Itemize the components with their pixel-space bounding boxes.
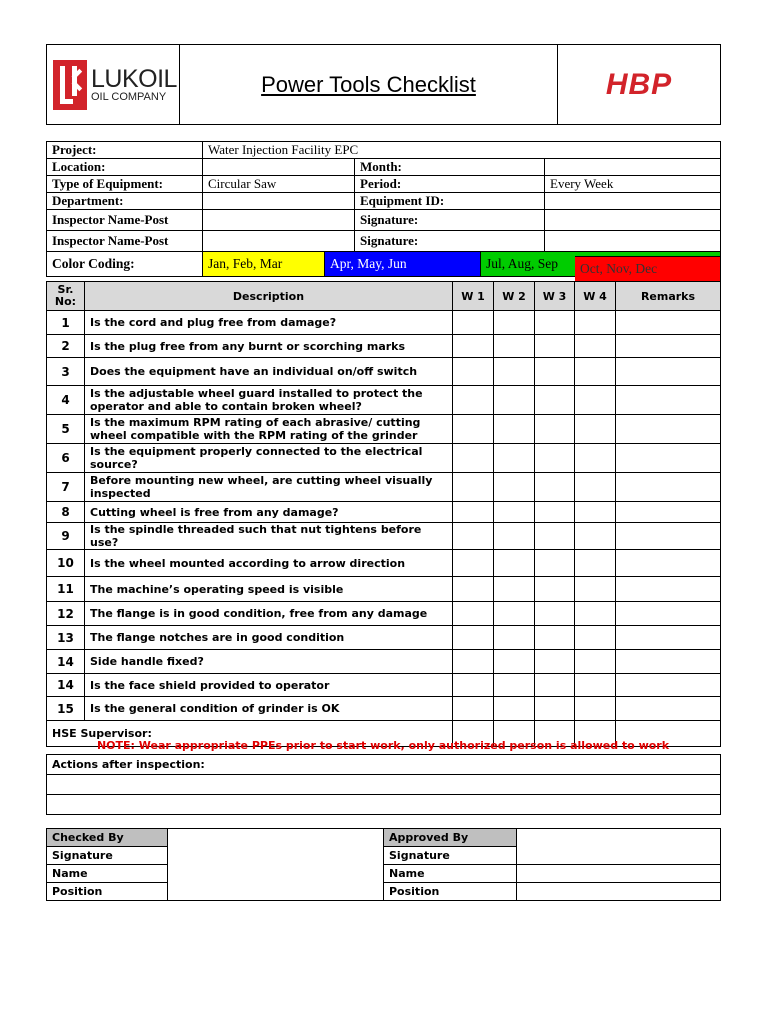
item-number: 14 <box>47 674 85 697</box>
week-4-cell[interactable] <box>575 358 616 386</box>
page-title: Power Tools Checklist <box>180 45 558 125</box>
week-4-cell[interactable] <box>575 444 616 473</box>
checklist-table <box>46 281 721 747</box>
actions-line-2[interactable] <box>47 795 721 815</box>
item-description: The machine’s operating speed is visible <box>85 577 453 602</box>
color-code-q1: Jan, Feb, Mar <box>203 252 325 277</box>
week-1-cell[interactable] <box>453 602 494 626</box>
week-4-cell[interactable] <box>575 335 616 358</box>
inspector-name-label-2: Inspector Name-Post <box>47 231 203 252</box>
week-1-cell[interactable] <box>453 502 494 523</box>
approved-name-label: Name <box>384 865 517 883</box>
item-number: 7 <box>47 473 85 502</box>
week-3-cell[interactable] <box>535 386 575 415</box>
week-1-cell[interactable] <box>453 523 494 550</box>
week-1-cell[interactable] <box>453 650 494 674</box>
checklist-row <box>47 473 721 502</box>
project-label: Project: <box>47 142 203 159</box>
remarks-cell[interactable] <box>616 386 721 415</box>
remarks-cell[interactable] <box>616 311 721 335</box>
equipment-type-label: Type of Equipment: <box>47 176 203 193</box>
color-code-q3: Jul, Aug, Sep <box>481 252 721 277</box>
week-2-cell[interactable] <box>494 444 535 473</box>
week-2-cell[interactable] <box>494 415 535 444</box>
item-number: 5 <box>47 415 85 444</box>
week-4-cell[interactable] <box>575 550 616 577</box>
week-2-cell[interactable] <box>494 577 535 602</box>
week-1-cell[interactable] <box>453 335 494 358</box>
week-1-cell[interactable] <box>453 473 494 502</box>
week-4-header: W 4 <box>575 282 616 311</box>
signature-label-2: Signature: <box>355 231 545 252</box>
week-3-cell[interactable] <box>535 473 575 502</box>
signature-label: Signature: <box>355 210 545 231</box>
item-number: 4 <box>47 386 85 415</box>
item-number: 6 <box>47 444 85 473</box>
period-label: Period: <box>355 176 545 193</box>
week-1-cell[interactable] <box>453 444 494 473</box>
hse-supervisor-label: HSE Supervisor: <box>47 721 453 747</box>
remarks-cell[interactable] <box>616 626 721 650</box>
week-4-cell[interactable] <box>575 311 616 335</box>
week-2-cell[interactable] <box>494 311 535 335</box>
item-description: Is the equipment properly connected to the electrical source? <box>85 444 453 473</box>
approved-signature-entry[interactable] <box>517 829 721 865</box>
equipment-id-value[interactable] <box>545 193 721 210</box>
color-code-q2: Apr, May, Jun <box>325 252 481 277</box>
week-1-cell[interactable] <box>453 697 494 721</box>
week-3-cell[interactable] <box>535 626 575 650</box>
inspector-name-label: Inspector Name-Post <box>47 210 203 231</box>
remarks-cell[interactable] <box>616 358 721 386</box>
week-1-cell[interactable] <box>453 415 494 444</box>
checklist-row <box>47 697 721 721</box>
checklist-row <box>47 602 721 626</box>
checklist-row <box>47 577 721 602</box>
item-description: Is the cord and plug free from damage? <box>85 311 453 335</box>
week-4-cell[interactable] <box>575 650 616 674</box>
inspector-name-value[interactable] <box>203 210 355 231</box>
week-1-cell[interactable] <box>453 674 494 697</box>
week-1-cell[interactable] <box>453 550 494 577</box>
week-2-cell[interactable] <box>494 523 535 550</box>
week-2-cell[interactable] <box>494 550 535 577</box>
week-1-cell[interactable] <box>453 577 494 602</box>
week-2-cell[interactable] <box>494 674 535 697</box>
hbp-logo: HBP <box>558 45 721 125</box>
item-description: Is the plug free from any burnt or scorching marks <box>85 335 453 358</box>
item-number: 10 <box>47 550 85 577</box>
checked-name-label: Name <box>47 865 168 883</box>
week-4-cell[interactable] <box>575 473 616 502</box>
logo-name: LUKOIL <box>91 64 177 93</box>
week-3-cell[interactable] <box>535 444 575 473</box>
week-4-cell[interactable] <box>575 697 616 721</box>
remarks-cell[interactable] <box>616 415 721 444</box>
ppe-note: NOTE: Wear appropriate PPEs prior to start work, only authorized person is allowed to work <box>96 739 670 752</box>
week-2-cell[interactable] <box>494 697 535 721</box>
approved-name-entry[interactable] <box>517 865 721 883</box>
item-number: 14 <box>47 650 85 674</box>
actions-label: Actions after inspection: <box>47 755 721 775</box>
remarks-cell[interactable] <box>616 523 721 550</box>
lukoil-logo <box>47 60 179 110</box>
period-value[interactable]: Every Week <box>545 176 721 193</box>
location-value[interactable] <box>203 159 355 176</box>
remarks-cell[interactable] <box>616 444 721 473</box>
item-description: Side handle fixed? <box>85 650 453 674</box>
week-3-cell[interactable] <box>535 358 575 386</box>
week-4-cell[interactable] <box>575 577 616 602</box>
approved-by-header: Approved By <box>384 829 517 847</box>
remarks-cell[interactable] <box>616 335 721 358</box>
week-3-cell[interactable] <box>535 577 575 602</box>
week-4-cell[interactable] <box>575 674 616 697</box>
week-2-header: W 2 <box>494 282 535 311</box>
checked-by-header: Checked By <box>47 829 168 847</box>
item-description: Is the wheel mounted according to arrow direction <box>85 550 453 577</box>
week-3-cell[interactable] <box>535 335 575 358</box>
week-4-cell[interactable] <box>575 415 616 444</box>
item-number: 2 <box>47 335 85 358</box>
checklist-row <box>47 502 721 523</box>
week-2-cell[interactable] <box>494 335 535 358</box>
week-3-cell[interactable] <box>535 674 575 697</box>
checklist-row <box>47 523 721 550</box>
checked-by-entry[interactable] <box>168 829 384 901</box>
remarks-cell[interactable] <box>616 502 721 523</box>
week-3-cell[interactable] <box>535 602 575 626</box>
checked-signature-label: Signature <box>47 847 168 865</box>
checklist-row <box>47 626 721 650</box>
month-value[interactable] <box>545 159 721 176</box>
department-label: Department: <box>47 193 203 210</box>
item-number: 15 <box>47 697 85 721</box>
week-3-cell[interactable] <box>535 550 575 577</box>
week-3-cell[interactable] <box>535 650 575 674</box>
item-description: Cutting wheel is free from any damage? <box>85 502 453 523</box>
week-3-cell[interactable] <box>535 311 575 335</box>
lukoil-emblem-icon <box>53 60 87 110</box>
week-2-cell[interactable] <box>494 358 535 386</box>
item-description: Is the maximum RPM rating of each abrasive/ cutting wheel compatible with the RPM rating of the grinder <box>85 415 453 444</box>
week-2-cell[interactable] <box>494 386 535 415</box>
remarks-cell[interactable] <box>616 674 721 697</box>
approved-position-label: Position <box>384 883 517 901</box>
item-number: 8 <box>47 502 85 523</box>
actions-line-1[interactable] <box>47 775 721 795</box>
document-header <box>46 44 721 125</box>
week-4-cell[interactable] <box>575 602 616 626</box>
week-3-cell[interactable] <box>535 697 575 721</box>
remarks-cell[interactable] <box>616 550 721 577</box>
item-number: 12 <box>47 602 85 626</box>
equipment-id-label: Equipment ID: <box>355 193 545 210</box>
week-1-cell[interactable] <box>453 386 494 415</box>
item-description: Before mounting new wheel, are cutting wheel visually inspected <box>85 473 453 502</box>
approved-position-entry[interactable] <box>517 883 721 901</box>
item-number: 3 <box>47 358 85 386</box>
checklist-row <box>47 650 721 674</box>
checklist-row <box>47 415 721 444</box>
week-3-header: W 3 <box>535 282 575 311</box>
checked-position-label: Position <box>47 883 168 901</box>
location-label: Location: <box>47 159 203 176</box>
week-1-header: W 1 <box>453 282 494 311</box>
item-description: Is the face shield provided to operator <box>85 674 453 697</box>
item-description: Does the equipment have an individual on/off switch <box>85 358 453 386</box>
signature-value-2[interactable] <box>545 231 721 252</box>
equipment-type-value[interactable]: Circular Saw <box>203 176 355 193</box>
week-3-cell[interactable] <box>535 502 575 523</box>
remarks-cell[interactable] <box>616 650 721 674</box>
signoff-table <box>46 828 721 901</box>
remarks-cell[interactable] <box>616 577 721 602</box>
checklist-row <box>47 335 721 358</box>
description-header: Description <box>85 282 453 311</box>
remarks-header: Remarks <box>616 282 721 311</box>
logo-subtitle: OIL COMPANY <box>91 90 167 103</box>
item-description: Is the adjustable wheel guard installed to protect the operator and able to contain broken wheel? <box>85 386 453 415</box>
item-number: 13 <box>47 626 85 650</box>
inspector-name-value-2[interactable] <box>203 231 355 252</box>
item-number: 11 <box>47 577 85 602</box>
week-2-cell[interactable] <box>494 626 535 650</box>
week-2-cell[interactable] <box>494 502 535 523</box>
checklist-row <box>47 386 721 415</box>
signature-value[interactable] <box>545 210 721 231</box>
approved-signature-label: Signature <box>384 847 517 865</box>
week-1-cell[interactable] <box>453 626 494 650</box>
checklist-row <box>47 674 721 697</box>
week-3-cell[interactable] <box>535 415 575 444</box>
color-code-q4: Oct, Nov, Dec <box>575 256 721 282</box>
week-3-cell[interactable] <box>535 523 575 550</box>
remarks-cell[interactable] <box>616 602 721 626</box>
checklist-row <box>47 550 721 577</box>
week-2-cell[interactable] <box>494 473 535 502</box>
item-number: 1 <box>47 311 85 335</box>
item-description: The flange notches are in good condition <box>85 626 453 650</box>
color-coding-label: Color Coding: <box>47 252 203 277</box>
checklist-row <box>47 311 721 335</box>
department-value[interactable] <box>203 193 355 210</box>
week-4-cell[interactable] <box>575 626 616 650</box>
week-4-cell[interactable] <box>575 502 616 523</box>
checklist-header-row <box>47 282 721 311</box>
week-1-cell[interactable] <box>453 311 494 335</box>
item-description: Is the general condition of grinder is OK <box>85 697 453 721</box>
month-label: Month: <box>355 159 545 176</box>
sr-no-header: Sr. No: <box>47 282 85 311</box>
week-2-cell[interactable] <box>494 650 535 674</box>
checklist-row <box>47 444 721 473</box>
week-4-cell[interactable] <box>575 386 616 415</box>
item-description: Is the spindle threaded such that nut tightens before use? <box>85 523 453 550</box>
checklist-row <box>47 358 721 386</box>
item-description: The flange is in good condition, free from any damage <box>85 602 453 626</box>
actions-table <box>46 754 721 815</box>
week-4-cell[interactable] <box>575 523 616 550</box>
project-value[interactable]: Water Injection Facility EPC <box>203 142 721 159</box>
item-number: 9 <box>47 523 85 550</box>
week-1-cell[interactable] <box>453 358 494 386</box>
week-2-cell[interactable] <box>494 602 535 626</box>
remarks-cell[interactable] <box>616 473 721 502</box>
lukoil-logo-cell <box>47 45 180 125</box>
remarks-cell[interactable] <box>616 697 721 721</box>
